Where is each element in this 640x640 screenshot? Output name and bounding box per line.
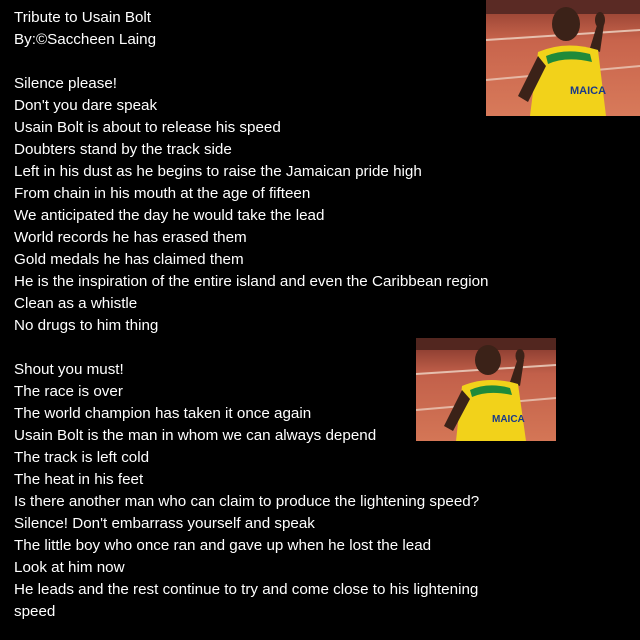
stanza2-line: Look at him now: [14, 559, 125, 576]
stanza1-line: Left in his dust as he begins to raise the Jamaican pride high: [14, 163, 422, 180]
poem: [14, 7, 534, 623]
stanza1-line: Usain Bolt is about to release his speed: [14, 119, 281, 136]
stanza1-line: Clean as a whistle: [14, 295, 138, 312]
stanza1-line: He is the inspiration of the entire island and even the Caribbean region: [14, 273, 489, 290]
stanza2-line: He leads and the rest continue to try and come close to his lightening speed: [14, 581, 479, 620]
stanza1-line: From chain in his mouth at the age of fifteen: [14, 185, 311, 202]
athlete-photo-middle-image: [416, 338, 556, 441]
stanza1-line: Doubters stand by the track side: [14, 141, 232, 158]
athlete-photo-top-image: [486, 0, 640, 116]
stanza2-line: The world champion has taken it once again: [14, 405, 312, 422]
stanza1-line: Silence please!: [14, 75, 118, 92]
stanza1-line: Gold medals he has claimed them: [14, 251, 244, 268]
poem-title: Tribute to Usain Bolt: [14, 9, 152, 26]
stanza2-line: The little boy who once ran and gave up when he lost the lead: [14, 537, 432, 554]
stanza2-line: Shout you must!: [14, 361, 124, 378]
stanza2-line: Usain Bolt is the man in whom we can always depend: [14, 427, 377, 444]
stanza-gap: [14, 51, 534, 73]
athlete-photo-middle: [416, 338, 556, 441]
stanza1-line: We anticipated the day he would take the lead: [14, 207, 325, 224]
poem-byline: By:©Saccheen Laing: [14, 31, 157, 48]
jersey-text-middle: MAICA: [492, 414, 525, 425]
stanza2-line: The track is left cold: [14, 449, 150, 466]
jersey-text-top: MAICA: [570, 85, 607, 97]
stanza2-line: The race is over: [14, 383, 123, 400]
stanza1-line: No drugs to him thing: [14, 317, 159, 334]
stanza1-line: Don't you dare speak: [14, 97, 158, 114]
athlete-photo-top: [486, 0, 640, 116]
stanza2-line: Silence! Don't embarrass yourself and speak: [14, 515, 315, 532]
stanza2-line: The heat in his feet: [14, 471, 144, 488]
stanza1-line: World records he has erased them: [14, 229, 247, 246]
stanza2-line: Is there another man who can claim to produce the lightening speed?: [14, 493, 480, 510]
